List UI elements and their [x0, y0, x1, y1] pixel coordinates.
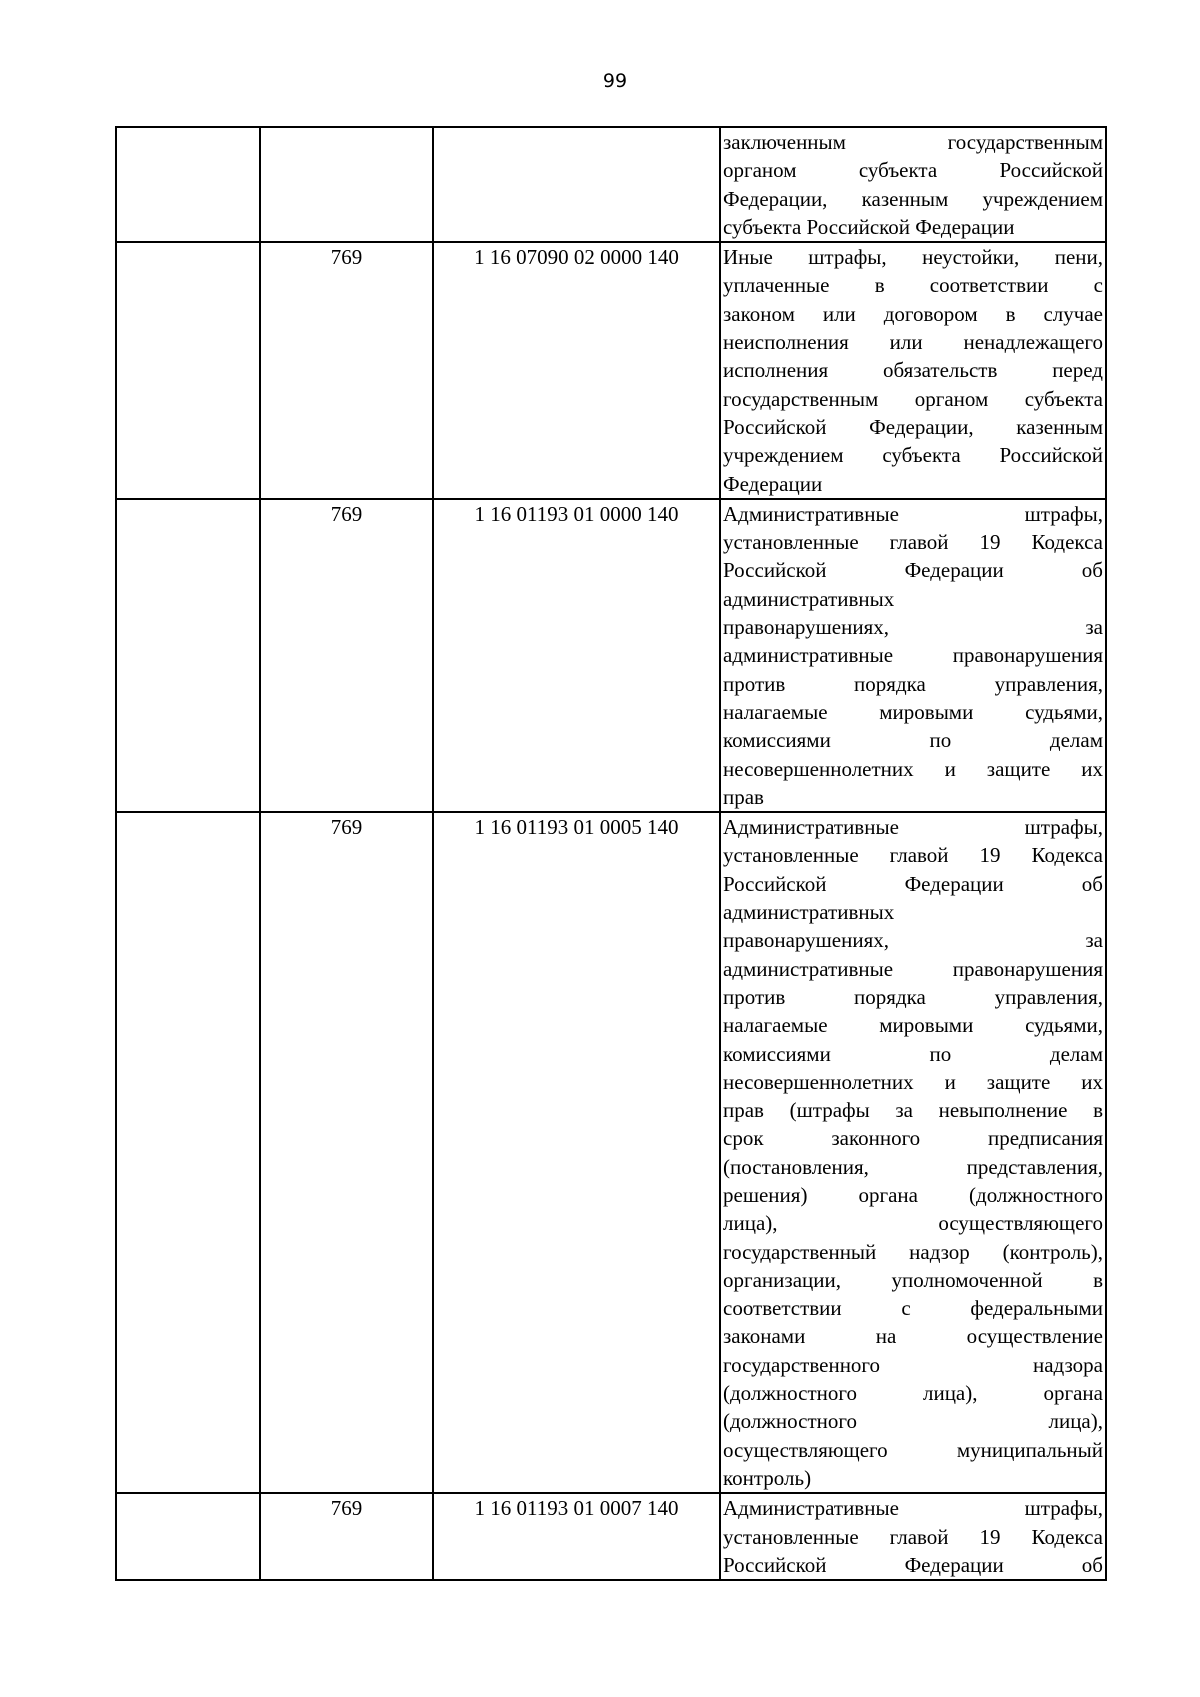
admin-code-cell: 769	[260, 812, 433, 1493]
description-line: комиссиями по делам	[723, 1041, 1103, 1066]
description-line: учреждением субъекта Российской	[723, 443, 1103, 468]
table-row	[116, 812, 1106, 1493]
description-line: Федерации	[723, 471, 823, 496]
description-line: прав	[723, 784, 764, 809]
description-line: исполнения обязательств перед	[723, 358, 1103, 383]
description-line: соответствии с федеральными	[723, 1296, 1103, 1321]
description-line: организации, уполномоченной в	[723, 1267, 1103, 1292]
description-line: (постановления, представления,	[723, 1154, 1103, 1179]
kbk-code-cell: 1 16 01193 01 0005 140	[433, 812, 720, 1493]
description-line: несовершеннолетних и защите их	[723, 756, 1103, 781]
description-line: государственным органом субъекта	[723, 386, 1103, 411]
description-line: административных	[723, 586, 895, 611]
description-line: административные правонарушения	[723, 643, 1103, 668]
table-row	[116, 127, 1106, 242]
description-line: уплаченные в соответствии с	[723, 273, 1103, 298]
description-line: государственного надзора	[723, 1352, 1103, 1377]
description-line: против порядка управления,	[723, 671, 1103, 696]
empty-cell	[116, 127, 260, 242]
empty-cell	[116, 499, 260, 812]
description-line: (должностного лица), органа	[723, 1381, 1103, 1406]
description-line: Административные штрафы,	[723, 501, 1103, 526]
table-row	[116, 242, 1106, 499]
description-line: органом субъекта Российской	[723, 158, 1103, 183]
description-line: налагаемые мировыми судьями,	[723, 699, 1103, 724]
description-line: контроль)	[723, 1465, 812, 1490]
admin-code-cell	[260, 127, 433, 242]
description-line: правонарушениях, за	[723, 928, 1103, 953]
description-line: осуществляющего муниципальный	[723, 1437, 1103, 1462]
table-body	[116, 127, 1106, 1580]
table-row	[116, 1493, 1106, 1580]
description-line: прав (штрафы за невыполнение в	[723, 1098, 1103, 1123]
empty-cell	[116, 812, 260, 1493]
description-line: административных	[723, 900, 895, 925]
description-line: против порядка управления,	[723, 984, 1103, 1009]
description-line: государственный надзор (контроль),	[723, 1239, 1103, 1264]
description-line: установленные главой 19 Кодекса	[723, 843, 1103, 868]
description-line: субъекта Российской Федерации	[723, 214, 1015, 239]
description-line: срок законного предписания	[723, 1126, 1103, 1151]
admin-code-cell: 769	[260, 242, 433, 499]
description-line: Российской Федерации, казенным	[723, 414, 1103, 439]
description-cell	[720, 242, 1106, 499]
description-line: Российской Федерации об	[723, 558, 1103, 583]
admin-code-cell: 769	[260, 499, 433, 812]
description-line: правонарушениях, за	[723, 615, 1103, 640]
description-cell	[720, 127, 1106, 242]
description-line: Российской Федерации об	[723, 1552, 1103, 1577]
description-line: административные правонарушения	[723, 956, 1103, 981]
description-cell	[720, 812, 1106, 1493]
description-line: решения) органа (должностного	[723, 1182, 1103, 1207]
description-line: Федерации, казенным учреждением	[723, 186, 1103, 211]
empty-cell	[116, 1493, 260, 1580]
description-line: Административные штрафы,	[723, 815, 1103, 840]
description-line: Иные штрафы, неустойки, пени,	[723, 245, 1103, 270]
description-line: установленные главой 19 Кодекса	[723, 530, 1103, 555]
description-cell	[720, 1493, 1106, 1580]
kbk-code-cell: 1 16 01193 01 0007 140	[433, 1493, 720, 1580]
description-line: установленные главой 19 Кодекса	[723, 1524, 1103, 1549]
description-line: законом или договором в случае	[723, 301, 1103, 326]
description-cell	[720, 499, 1106, 812]
description-line: заключенным государственным	[723, 130, 1103, 154]
description-line: налагаемые мировыми судьями,	[723, 1013, 1103, 1038]
empty-cell	[116, 242, 260, 499]
description-line: (должностного лица),	[723, 1409, 1103, 1434]
description-line: Российской Федерации об	[723, 871, 1103, 896]
kbk-code-cell: 1 16 07090 02 0000 140	[433, 242, 720, 499]
budget-codes-table	[115, 126, 1107, 1581]
description-line: несовершеннолетних и защите их	[723, 1069, 1103, 1094]
description-line: Административные штрафы,	[723, 1496, 1103, 1521]
admin-code-cell: 769	[260, 1493, 433, 1580]
description-line: законами на осуществление	[723, 1324, 1103, 1349]
description-line: комиссиями по делам	[723, 728, 1103, 753]
table-row	[116, 499, 1106, 812]
page-number: 99	[602, 70, 628, 92]
description-line: неисполнения или ненадлежащего	[723, 330, 1103, 355]
description-line: лица), осуществляющего	[723, 1211, 1103, 1236]
kbk-code-cell: 1 16 01193 01 0000 140	[433, 499, 720, 812]
kbk-code-cell	[433, 127, 720, 242]
